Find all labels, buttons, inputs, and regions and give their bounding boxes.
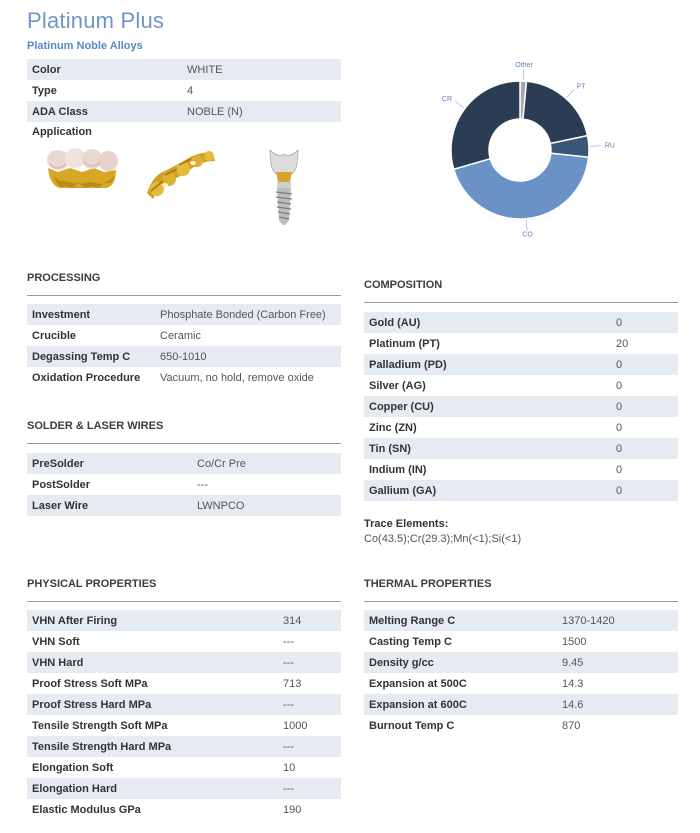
row-value: 1500 <box>562 635 587 648</box>
table-row <box>27 736 341 757</box>
properties-table <box>27 59 341 122</box>
row-value: NOBLE (N) <box>182 101 341 122</box>
table-row <box>27 80 341 101</box>
table-row <box>27 799 341 820</box>
table-row <box>27 778 341 799</box>
row-label: Palladium (PD) <box>364 354 611 375</box>
trace-elements-value: Co(43.5);Cr(29.3);Mn(<1);Si(<1) <box>364 533 522 545</box>
row-value: Phosphate Bonded (Carbon Free) <box>155 304 341 325</box>
row-label: Degassing Temp C <box>27 346 155 367</box>
row-value: 4 <box>187 84 194 97</box>
table-row <box>364 396 678 417</box>
table-row <box>27 325 341 346</box>
composition-heading: COMPOSITION <box>364 279 443 291</box>
table-row <box>364 715 678 736</box>
row-value: 650-1010 <box>155 346 341 367</box>
pie-slice-cr <box>451 81 520 169</box>
row-value: 0 <box>611 312 678 333</box>
table-row <box>364 459 678 480</box>
row-value: --- <box>278 652 341 673</box>
composition-table <box>364 312 678 501</box>
row-value: 14.6 <box>557 694 678 715</box>
row-label: Elastic Modulus GPa <box>32 803 141 816</box>
thermal-heading: THERMAL PROPERTIES <box>364 578 492 590</box>
row-label: Elongation Soft <box>32 761 114 774</box>
solder-divider <box>27 443 341 444</box>
table-row <box>364 480 678 501</box>
row-value: Vacuum, no hold, remove oxide <box>160 371 314 384</box>
table-row <box>364 417 678 438</box>
row-value: --- <box>278 736 341 757</box>
row-label: Color <box>27 59 182 80</box>
table-row <box>27 474 341 495</box>
pie-leader-line <box>526 220 527 231</box>
row-value: 0 <box>611 354 678 375</box>
table-row <box>27 652 341 673</box>
row-value: 20 <box>616 337 629 350</box>
row-value: --- <box>278 778 341 799</box>
row-value: 0 <box>616 463 623 476</box>
row-value: --- <box>197 478 208 491</box>
row-label: ADA Class <box>27 101 182 122</box>
solder-heading: SOLDER & LASER WIRES <box>27 420 164 432</box>
row-value: 0 <box>611 480 678 501</box>
physical-heading: PHYSICAL PROPERTIES <box>27 578 157 590</box>
row-label: Gallium (GA) <box>364 480 611 501</box>
row-label: Laser Wire <box>27 495 192 516</box>
solder-table <box>27 453 341 516</box>
row-value: 10 <box>283 761 296 774</box>
table-row <box>364 333 678 354</box>
row-label: PostSolder <box>32 478 91 491</box>
pie-leader-line <box>523 69 524 80</box>
pie-label: CR <box>441 95 453 103</box>
composition-divider <box>364 302 678 303</box>
row-value: 314 <box>278 610 341 631</box>
row-label: Elongation Hard <box>27 778 278 799</box>
row-label: Indium (IN) <box>369 463 427 476</box>
pie-label: CO <box>522 231 533 239</box>
row-value: 0 <box>611 396 678 417</box>
row-label: Copper (CU) <box>364 396 611 417</box>
row-value: 870 <box>562 719 581 732</box>
table-row <box>27 694 341 715</box>
table-row <box>27 453 341 474</box>
row-value: 9.45 <box>557 652 678 673</box>
row-label: Casting Temp C <box>369 635 452 648</box>
row-label: Density g/cc <box>364 652 557 673</box>
row-label: Tin (SN) <box>364 438 611 459</box>
table-row <box>27 59 341 80</box>
table-row <box>364 312 678 333</box>
table-row <box>364 375 678 396</box>
table-row <box>27 673 341 694</box>
row-label: Zinc (ZN) <box>369 421 417 434</box>
table-row <box>27 715 341 736</box>
row-label: PreSolder <box>27 453 192 474</box>
table-row <box>364 438 678 459</box>
table-row <box>364 354 678 375</box>
row-label: Gold (AU) <box>364 312 611 333</box>
row-label: Silver (AG) <box>369 379 426 392</box>
row-label: Proof Stress Hard MPa <box>27 694 278 715</box>
row-value: 713 <box>283 677 302 690</box>
row-value: WHITE <box>182 59 341 80</box>
processing-table <box>27 304 341 388</box>
table-row <box>364 673 678 694</box>
row-label: VHN After Firing <box>27 610 278 631</box>
table-row <box>364 610 678 631</box>
row-value: 1370-1420 <box>557 610 678 631</box>
physical-divider <box>27 601 341 602</box>
thermal-table <box>364 610 678 736</box>
row-label: Platinum (PT) <box>369 337 440 350</box>
row-value: 190 <box>283 803 302 816</box>
row-label: Tensile Strength Hard MPa <box>27 736 278 757</box>
row-value: Co/Cr Pre <box>192 453 341 474</box>
row-value: --- <box>283 635 294 648</box>
row-label: Melting Range C <box>364 610 557 631</box>
row-label: Proof Stress Soft MPa <box>32 677 148 690</box>
pie-leader-line <box>590 146 601 147</box>
row-label: Investment <box>27 304 155 325</box>
row-label: Expansion at 600C <box>364 694 557 715</box>
table-row <box>364 652 678 673</box>
physical-table <box>27 610 341 820</box>
pie-leader-line <box>567 90 574 98</box>
row-label: Tensile Strength Soft MPa <box>32 719 168 732</box>
page-subtitle: Platinum Noble Alloys <box>27 40 143 52</box>
row-label: VHN Hard <box>27 652 278 673</box>
pie-label: Other <box>515 62 533 70</box>
thermal-divider <box>364 601 678 602</box>
pie-slice-pt <box>523 81 588 143</box>
processing-divider <box>27 295 341 296</box>
row-value: Ceramic <box>160 329 201 342</box>
table-row <box>27 610 341 631</box>
table-row <box>27 346 341 367</box>
row-label: Burnout Temp C <box>369 719 455 732</box>
row-label: Type <box>32 84 57 97</box>
page-title: Platinum Plus <box>27 8 165 33</box>
row-value: 14.3 <box>562 677 584 690</box>
pie-label: PT <box>576 83 586 91</box>
table-row <box>27 631 341 652</box>
table-row <box>27 495 341 516</box>
pie-leader-line <box>455 101 464 108</box>
row-value: 0 <box>611 438 678 459</box>
pie-label: RU <box>604 142 616 150</box>
table-row <box>364 631 678 652</box>
row-value: 0 <box>616 421 623 434</box>
table-row <box>27 367 341 388</box>
implant-image <box>266 146 302 232</box>
row-label: Crucible <box>32 329 77 342</box>
processing-heading: PROCESSING <box>27 272 101 284</box>
row-label: Oxidation Procedure <box>32 371 141 384</box>
row-label: Expansion at 500C <box>369 677 467 690</box>
table-row <box>27 757 341 778</box>
row-value: --- <box>278 694 341 715</box>
row-value: 1000 <box>283 719 308 732</box>
row-value: 0 <box>616 379 623 392</box>
application-label: Application <box>32 126 92 138</box>
table-row <box>364 694 678 715</box>
trace-elements-label: Trace Elements: <box>364 518 449 530</box>
table-row <box>27 304 341 325</box>
crown-image <box>44 146 120 192</box>
composition-donut-chart <box>420 62 620 242</box>
row-label: VHN Soft <box>32 635 80 648</box>
table-row <box>27 101 341 122</box>
row-value: LWNPCO <box>192 495 341 516</box>
bridge-image <box>143 145 219 201</box>
